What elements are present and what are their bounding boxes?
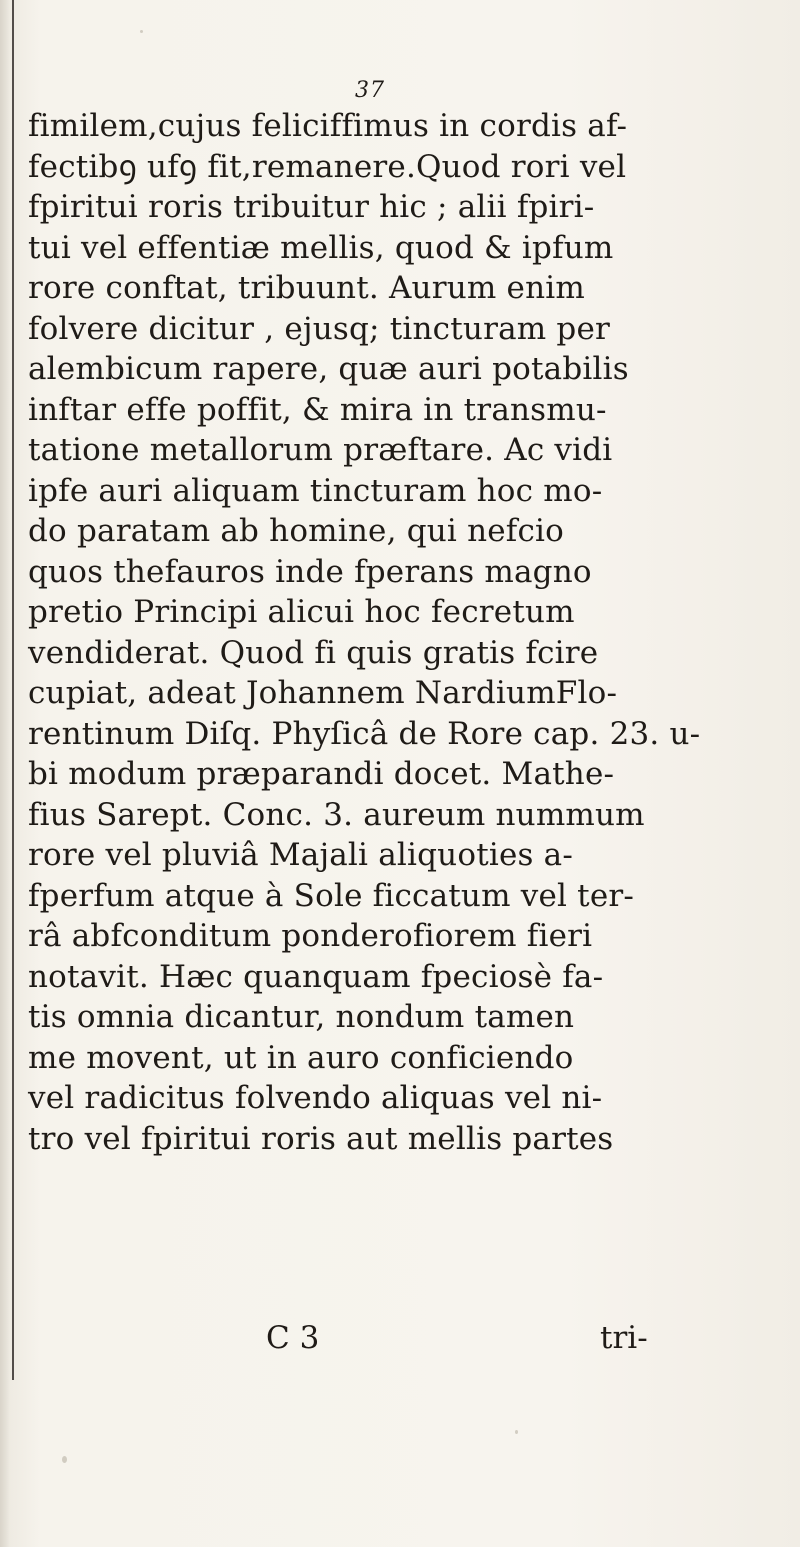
text-line: râ abfconditum ponderofiorem fieri [28,918,593,954]
text-line: vel radicitus folvendo aliquas vel ni- [28,1080,603,1116]
text-line: do paratam ab homine, qui nefcio [28,513,565,549]
paper-speck [140,30,143,33]
body-text [28,106,793,1159]
page-number: 37 [355,78,385,103]
text-line: inftar effe poffit, & mira in transmu- [28,391,607,428]
text-line: quos thefauros inde fperans magno [28,553,592,590]
signature-mark: C 3 [266,1320,320,1356]
text-line: rore conftat, tribuunt. Aurum enim [28,270,585,306]
text-line: tui vel effentiæ mellis, quod & ipfum [28,229,614,266]
catchword: tri- [600,1320,648,1356]
text-line: rentinum Diſq. Phyſicâ de Rore cap. 23. u- [28,715,701,752]
text-line: vendiderat. Quod fi quis gratis fcire [28,634,599,671]
text-line: fpiritui roris tribuitur hic ; alii fpiri- [28,189,595,225]
text-line: bi modum præparandi docet. Mathe- [28,756,615,792]
text-line: rore vel pluviâ Majali aliquoties a- [28,837,574,873]
paper-speck [62,1456,67,1463]
text-line: notavit. Hæc quanquam fpeciosè fa- [28,958,604,995]
paper-speck [515,1430,518,1434]
text-line: ipfe auri aliquam tincturam hoc mo- [28,472,603,509]
text-line: pretio Principi alicui hoc fecretum [28,594,575,630]
page-footer [0,1320,800,1365]
text-line: fius Sarept. Conc. 3. aureum nummum [28,796,645,833]
text-line: fimilem,cujus feliciffimus in cordis af- [28,108,628,144]
text-line: fectibꝯ ufꝯ fit,remanere.Quod rori vel [28,148,627,185]
gutter-rule [12,0,14,1380]
text-line: folvere dicitur , ejusq; tincturam per [28,310,611,347]
gutter-shadow [0,0,10,1547]
text-line: tis omnia dicantur, nondum tamen [28,999,575,1035]
text-line: fperfum atque à Sole ficcatum vel ter- [28,877,635,914]
text-line: alembicum rapere, quæ auri potabilis [28,351,629,387]
text-line: me movent, ut in auro conficiendo [28,1039,574,1076]
text-line: cupiat, adeat Johannem NardiumFlo- [28,675,618,711]
text-line: tatione metallorum præftare. Ac vidi [28,432,613,468]
text-line: tro vel fpiritui roris aut mellis partes [28,1120,614,1157]
